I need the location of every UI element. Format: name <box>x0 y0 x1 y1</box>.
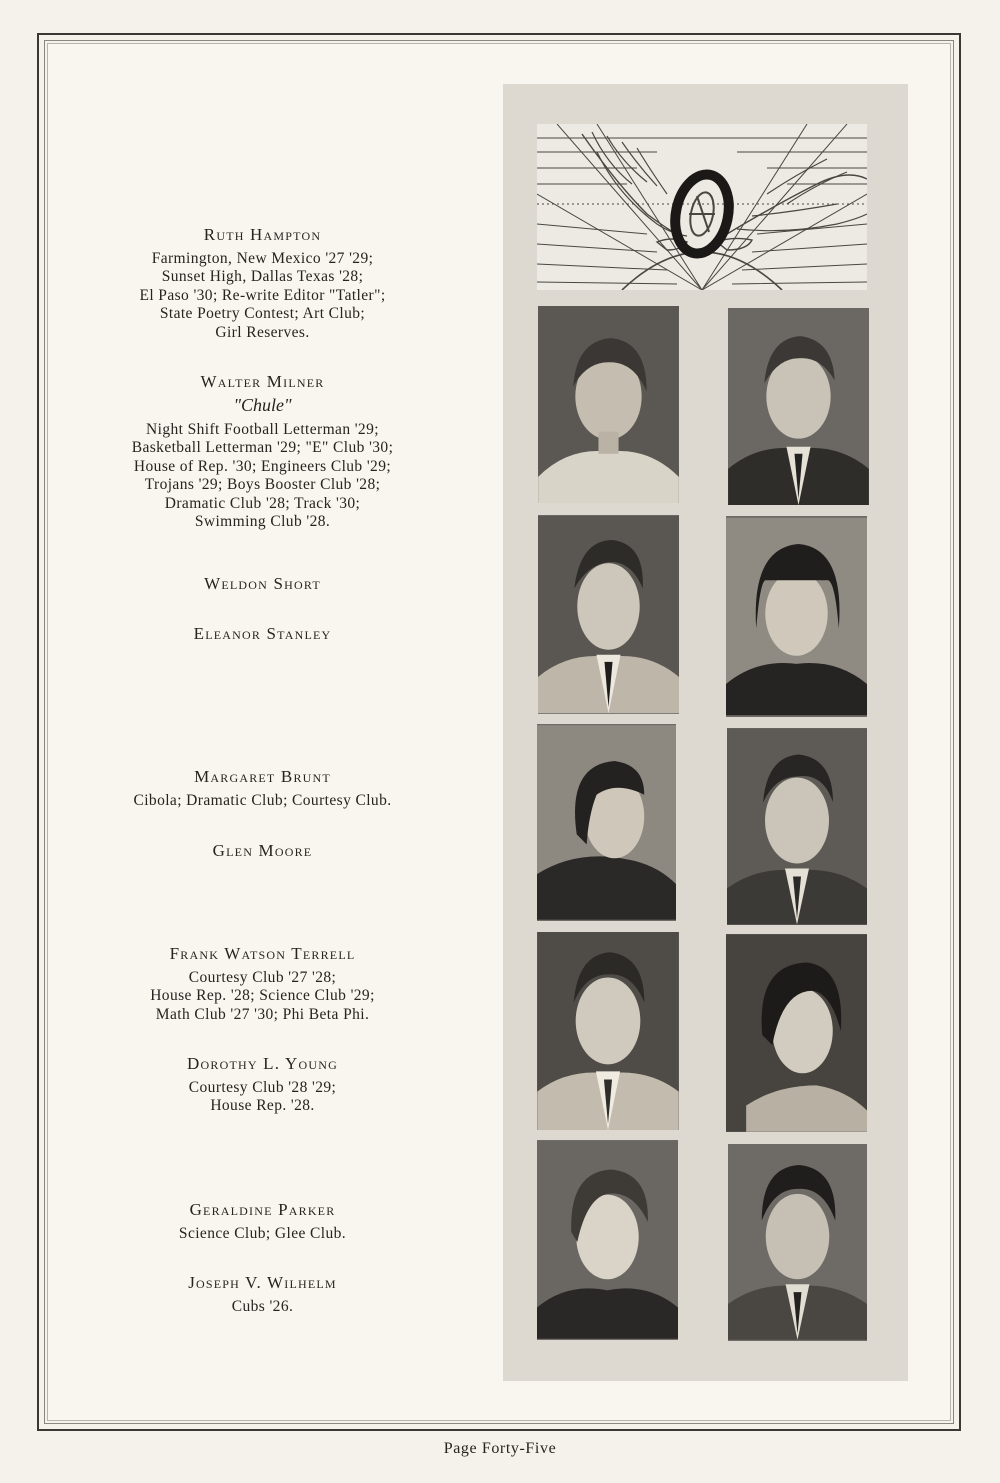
student-activities: Courtesy Club '27 '28; House Rep. '28; Science Club '29; Math Club '27 '30; Phi Beta Phi. <box>150 969 375 1023</box>
student-name: Margaret Brunt <box>194 767 331 786</box>
student-entry-glen-moore <box>90 840 435 866</box>
student-entry-ruth-hampton <box>90 224 435 342</box>
student-activities: Science Club; Glee Club. <box>178 1225 347 1242</box>
portrait-photo <box>538 515 679 714</box>
student-activities: Farmington, New Mexico '27 '29; Sunset High, Dallas Texas '28; El Paso '30; Re-write Editor "Tatler"; State Poetry Contest; Art Club; Girl Reserves. <box>139 250 386 341</box>
portrait-photo <box>728 1144 867 1341</box>
student-entry-dorothy-young <box>90 1053 435 1116</box>
portrait-photo <box>537 724 676 921</box>
student-name: Geraldine Parker <box>189 1200 336 1219</box>
student-name: Dorothy L. Young <box>187 1054 338 1073</box>
student-name: Ruth Hampton <box>203 225 322 244</box>
student-name: Eleanor Stanley <box>193 624 332 643</box>
student-entry-walter-milner <box>90 371 435 531</box>
student-activities: Courtesy Club '28 '29; House Rep. '28. <box>188 1079 337 1115</box>
student-name: Glen Moore <box>212 841 313 860</box>
student-name: Joseph V. Wilhelm <box>188 1273 337 1292</box>
student-activities: Night Shift Football Letterman '29; Basketball Letterman '29; "E" Club '30; House of Rep. '30; Engineers Club '29; Trojans '29; Boys Booster Club '28; Dramatic Club '28; Track '30; Swimming Club '28. <box>131 421 394 531</box>
student-name: Weldon Short <box>204 574 321 593</box>
student-entry-joseph-wilhelm <box>90 1272 435 1316</box>
student-name: Frank Watson Terrell <box>169 944 356 963</box>
page-number: Page Forty-Five <box>443 1440 557 1457</box>
student-entry-eleanor-stanley <box>90 623 435 649</box>
portrait-photo <box>538 306 679 503</box>
student-entry-margaret-brunt <box>90 766 435 810</box>
student-activities: Cibola; Dramatic Club; Courtesy Club. <box>133 792 392 809</box>
student-entry-geraldine-parker <box>90 1199 435 1243</box>
portrait-photo <box>728 308 869 505</box>
portrait-photo <box>726 934 867 1132</box>
portrait-photo <box>726 516 867 717</box>
portrait-photo <box>537 932 679 1130</box>
portrait-photo <box>727 728 867 925</box>
student-entry-weldon-short <box>90 573 435 599</box>
student-entry-frank-watson-terrell <box>90 943 435 1024</box>
student-activities: Cubs '26. <box>231 1298 294 1315</box>
student-nickname: "Chule" <box>233 395 292 415</box>
portrait-photo <box>537 1140 678 1340</box>
winged-wheel-emblem <box>537 124 867 290</box>
student-name: Walter Milner <box>200 372 325 391</box>
